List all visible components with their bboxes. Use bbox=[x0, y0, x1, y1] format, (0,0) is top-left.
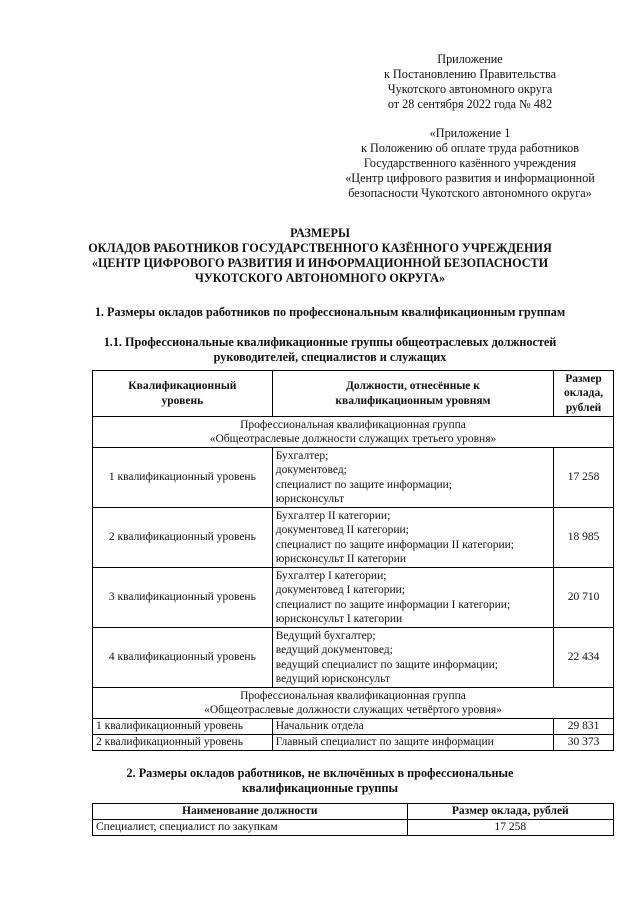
group-row-fourth-level: Профессиональная квалификационная группа «Общеотраслевые должности служащих четвёртого уровня» bbox=[93, 688, 614, 719]
document-title bbox=[60, 226, 580, 286]
title-line: ЧУКОТСКОГО АВТОНОМНОГО ОКРУГА» bbox=[194, 271, 446, 285]
group-row-third-level: Профессиональная квалификационная группа «Общеотраслевые должности служащих третьего уровня» bbox=[93, 417, 614, 448]
table-row: 4 квалификационный уровень Ведущий бухгалтер; ведущий документовед; ведущий специалист по защите информации; ведущий юрисконсульт 22 434 bbox=[93, 628, 614, 688]
appendix-line: от 28 сентября 2022 года № 482 bbox=[387, 97, 553, 111]
table-row: 1 квалификационный уровень Начальник отдела 29 831 bbox=[93, 719, 614, 735]
appendix-sub-line: к Положению об оплате труда работников bbox=[361, 141, 579, 155]
section-1-heading: 1. Размеры окладов работников по профессиональным квалификационным группам bbox=[94, 305, 566, 319]
salary-table-groups bbox=[92, 370, 614, 751]
header-positions: Должности, отнесённые к квалификационным уровням bbox=[272, 371, 553, 417]
table-row: 1 квалификационный уровень Бухгалтер; документовед; специалист по защите информации; юрисконсульт 17 258 bbox=[93, 448, 614, 508]
appendix-line: Чукотского автономного округа bbox=[387, 82, 553, 96]
appendix-header bbox=[340, 52, 600, 112]
table-header-row bbox=[93, 804, 614, 820]
title-line: ОКЛАДОВ РАБОТНИКОВ ГОСУДАРСТВЕННОГО КАЗЁННОГО УЧРЕЖДЕНИЯ bbox=[88, 241, 552, 255]
title-line: РАЗМЕРЫ bbox=[290, 226, 350, 240]
header-position-name: Наименование должности bbox=[93, 804, 408, 820]
appendix-sub-line: «Центр цифрового развития и информационной bbox=[345, 171, 595, 185]
appendix-sub-line: безопасности Чукотского автономного округа» bbox=[348, 186, 592, 200]
header-level: Квалификационный уровень bbox=[93, 371, 273, 417]
table-header-row bbox=[93, 371, 614, 417]
table-row: 3 квалификационный уровень Бухгалтер I категории; документовед I категории; специалист по защите информации I категории; юрисконсульт I категории 20 710 bbox=[93, 568, 614, 628]
header-salary: Размер оклада, рублей bbox=[554, 371, 614, 417]
section-2-heading: 2. Размеры окладов работников, не включённых в профессиональные квалификационные группы bbox=[126, 766, 514, 795]
appendix-line: к Постановлению Правительства bbox=[383, 67, 557, 81]
table-row: 2 квалификационный уровень Бухгалтер II категории; документовед II категории; специалист по защите информации II категории; юрисконсульт II категории 18 985 bbox=[93, 508, 614, 568]
table-row: Специалист, специалист по закупкам 17 258 bbox=[93, 820, 614, 836]
appendix-line: Приложение bbox=[437, 52, 503, 66]
table-row: 2 квалификационный уровень Главный специалист по защите информации 30 373 bbox=[93, 735, 614, 751]
salary-table-other bbox=[92, 803, 614, 836]
appendix-sub-line: Государственного казённого учреждения bbox=[363, 156, 577, 170]
appendix-sub-line: «Приложение 1 bbox=[429, 126, 511, 140]
appendix-sub bbox=[330, 126, 610, 201]
section-1-1-heading: 1.1. Профессиональные квалификационные группы общеотраслевых должностей руководителей, специалистов и служащих bbox=[103, 335, 557, 364]
title-line: «ЦЕНТР ЦИФРОВОГО РАЗВИТИЯ И ИНФОРМАЦИОННОЙ БЕЗОПАСНОСТИ bbox=[91, 256, 549, 270]
header-salary: Размер оклада, рублей bbox=[407, 804, 613, 820]
